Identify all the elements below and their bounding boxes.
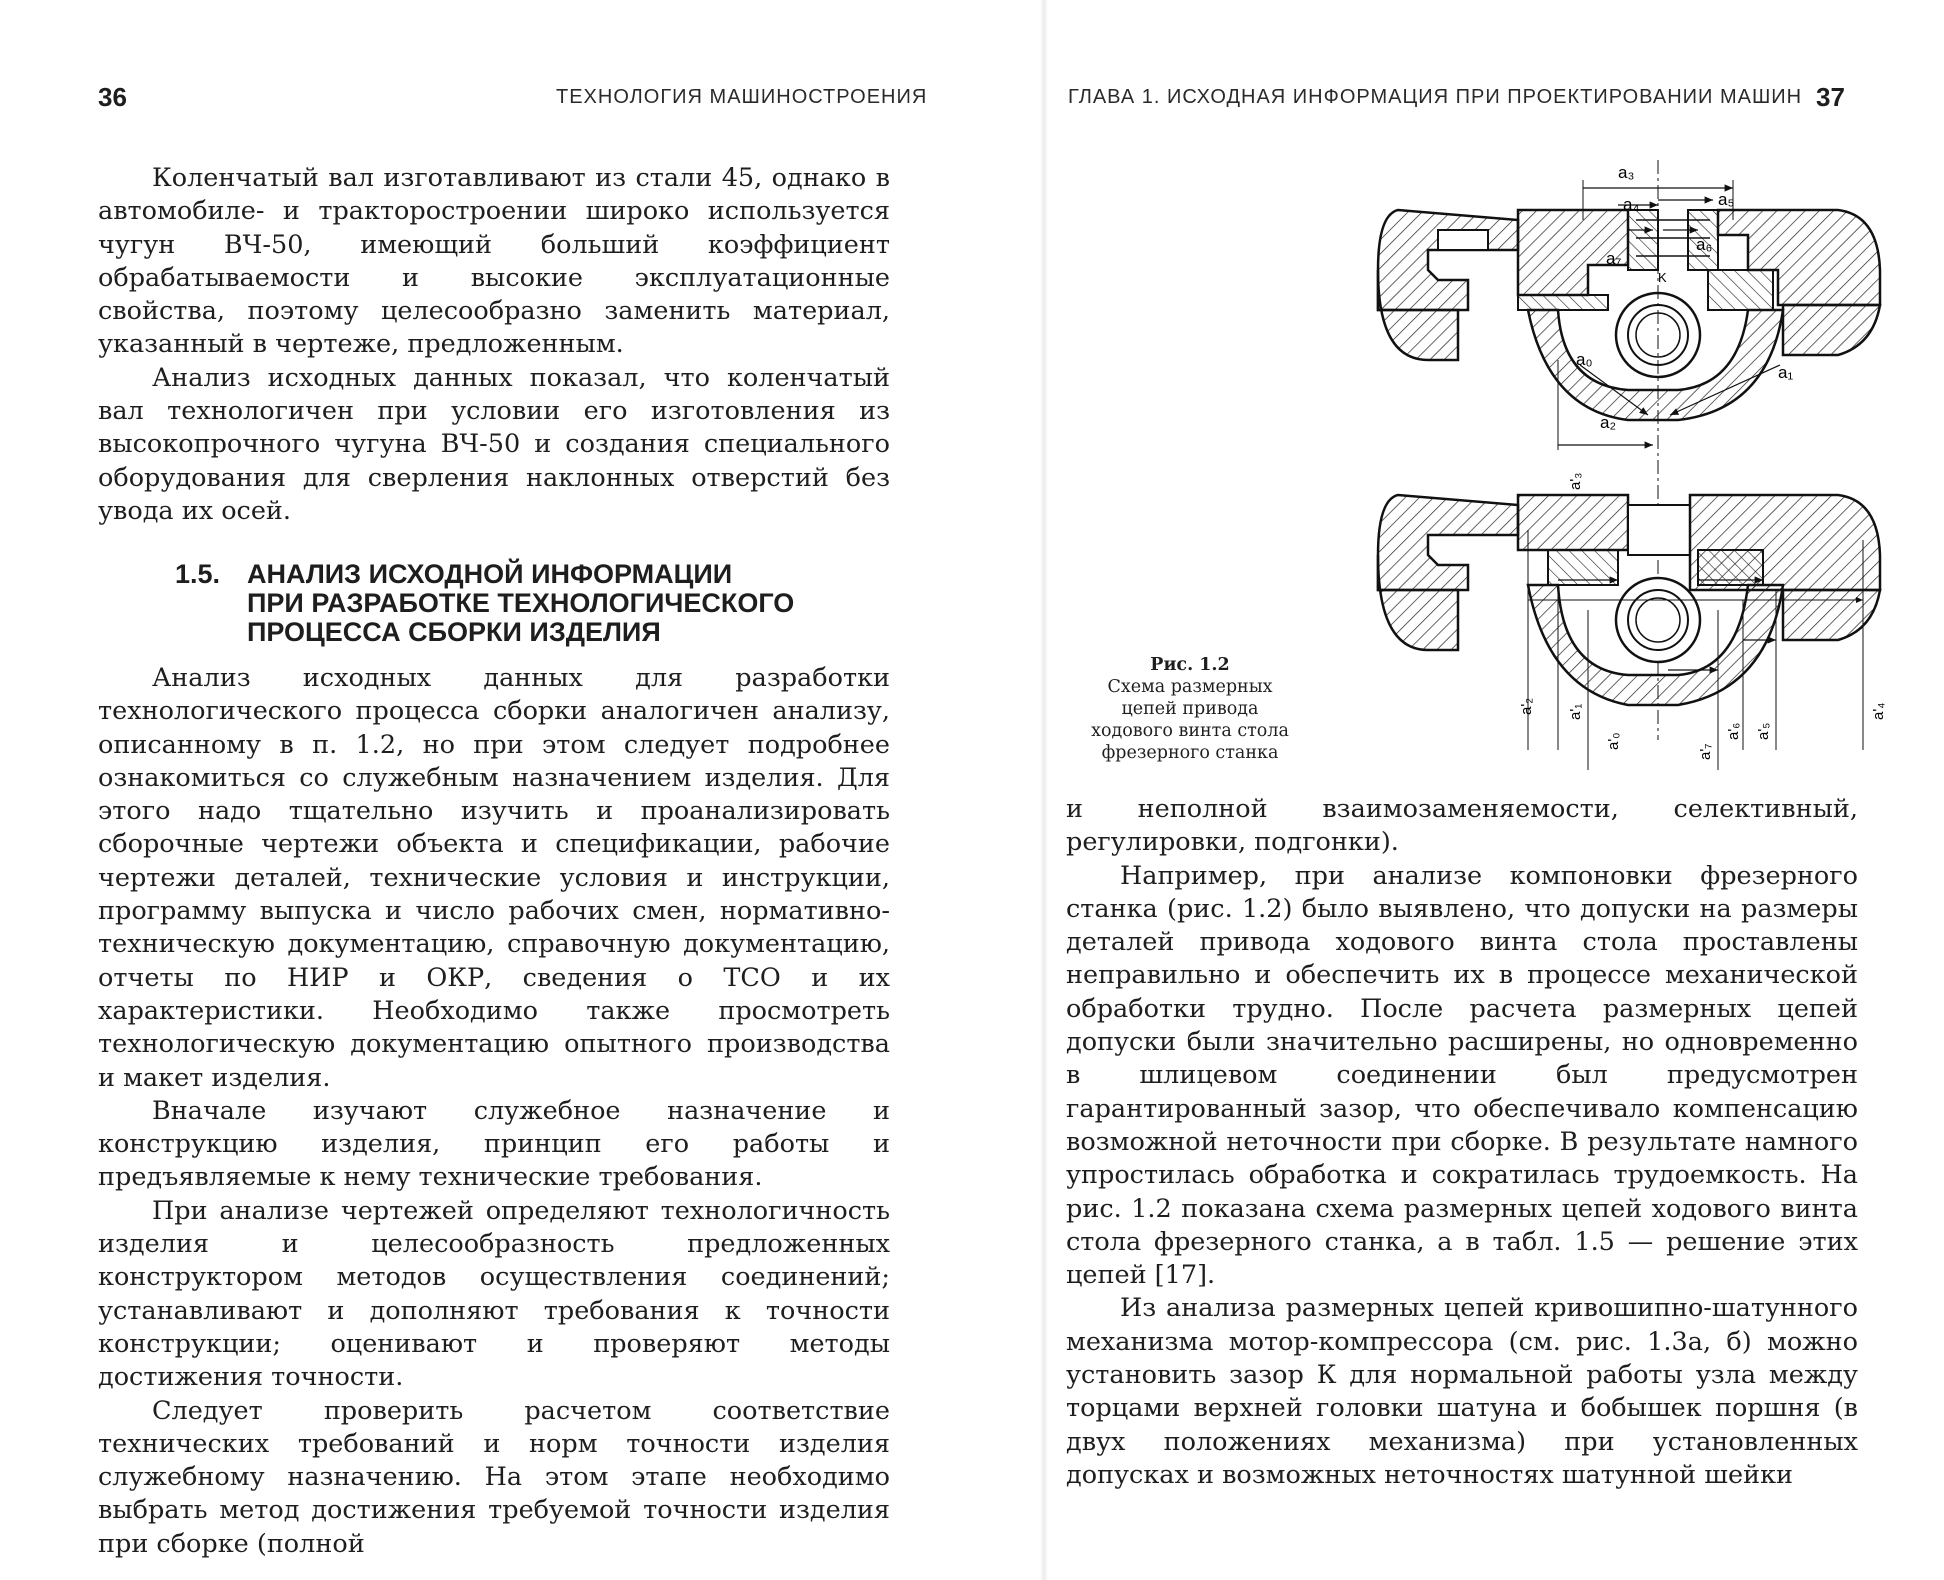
figure-caption [1070, 654, 1310, 764]
dim-label: a₄ [1623, 195, 1640, 214]
dim-label: a'₁ [1567, 703, 1584, 720]
dim-label: a'₆ [1725, 722, 1742, 740]
upper-assembly [1378, 160, 1880, 740]
section-number: 1.5. [175, 559, 221, 589]
page-number: 36 [98, 82, 127, 112]
dim-label: a'₅ [1755, 722, 1772, 740]
figure-caption-title: Рис. 1.2 [1150, 655, 1230, 675]
figure-caption-line: фрезерного станка [1101, 743, 1279, 763]
page-number: 37 [1816, 82, 1845, 112]
paragraph: Следует проверить расчетом соответствие технических требований и норм точности изделия служебному назначению. На этом этапе необходимо выбрать метод достижения требуемой точности изделия при сборке (полной [98, 1395, 890, 1559]
running-head: ТЕХНОЛОГИЯ МАШИНОСТРОЕНИЯ [556, 86, 928, 108]
section-title-line: ПРОЦЕССА СБОРКИ ИЗДЕЛИЯ [247, 617, 661, 647]
dim-label: a₁ [1778, 363, 1794, 382]
section-title-line: ПРИ РАЗРАБОТКЕ ТЕХНОЛОГИЧЕСКОГО [247, 588, 795, 618]
paragraph: Коленчатый вал изготавливают из стали 45, однако в автомобиле- и тракторостроении широко используется чугун ВЧ-50, имеющий больший коэффициент обрабатываемости и высокие эксплуатационные свойства, поэтому целесообразно заменить материал, указанный в чертеже, предложенным. [98, 163, 890, 360]
dim-label: a₅ [1718, 190, 1735, 209]
technical-drawing [1318, 160, 1918, 780]
body-text [98, 662, 890, 1561]
running-head: ГЛАВА 1. ИСХОДНАЯ ИНФОРМАЦИЯ ПРИ ПРОЕКТИРОВАНИИ МАШИН [1068, 86, 1803, 108]
figure-caption-line: Схема размерных [1107, 677, 1273, 697]
body-text [1066, 793, 1858, 1492]
paragraph: и неполной взаимозаменяемости, селективный, регулировки, подгонки). [1066, 794, 1858, 858]
paragraph: При анализе чертежей определяют технологичность изделия и целесообразность предложенных конструктором методов осуществления соединений; устанавливают и дополняют требования к точности конструкции; оценивают и проверяют методы достижения точности. [98, 1195, 890, 1393]
dim-label: a'₃ [1567, 472, 1584, 490]
lower-assembly [1378, 473, 1887, 770]
section-title-line: АНАЛИЗ ИСХОДНОЙ ИНФОРМАЦИИ [247, 559, 733, 589]
figure-caption-line: цепей привода [1121, 699, 1259, 719]
dim-label: a₂ [1600, 413, 1617, 432]
dim-label: a'₇ [1697, 743, 1714, 760]
paragraph: Например, при анализе компоновки фрезерного станка (рис. 1.2) было выявлено, что допуски на размеры деталей привода ходового винта стола проставлены неправильно и обеспечить их в процессе механической обработки трудно. После расчета размерных цепей допуски были значительно расширены, но одновременно в шлицевом соединении был предусмотрен гарантированный зазор, что обеспечивало компенсацию возможной неточности при сборке. В результате намного упростилась обработка и сократилась трудоемкость. На рис. 1.2 показана схема размерных цепей ходового винта стола фрезерного станка, а в табл. 1.5 — решение этих цепей [17]. [1066, 860, 1858, 1291]
dim-label: a'₀ [1605, 732, 1622, 750]
paragraph: Анализ исходных данных для разработки технологического процесса сборки аналогичен анализу, описанному в п. 1.2, но при этом следует подробнее ознакомиться со служебным назначением изделия. Для этого надо тщательно изучить и проанализировать сборочные чертежи объекта и спецификации, рабочие чертежи деталей, технические условия и инструкции, программу выпуска и число рабочих смен, нормативно-техническую документацию, справочную документацию, отчеты по НИР и ОКР, сведения о ТСО и их характеристики. Необходимо также просмотреть технологическую документацию опытного производства и макет изделия. [98, 663, 890, 1093]
dim-label: a₇ [1606, 249, 1622, 268]
paragraph: Вначале изучают служебное назначение и конструкцию изделия, принцип его работы и предъявляемые к нему технические требования. [98, 1095, 890, 1193]
paragraph: Из анализа размерных цепей кривошипно-шатунного механизма мотор-компрессора (см. рис. 1.3а, б) можно установить зазор К для нормальной работы узла между торцами верхней головки шатуна и бобышек поршня (в двух положениях механизма) при установленных допусках и возможных неточностях шатунной шейки [1066, 1293, 1858, 1490]
book-gutter [1040, 0, 1048, 1580]
figure-caption-line: ходового винта стола [1091, 721, 1289, 741]
dim-label: a₆ [1696, 235, 1713, 254]
dim-label: a₀ [1576, 350, 1593, 369]
paragraph: Анализ исходных данных показал, что коленчатый вал технологичен при условии его изготовления из высокопрочного чугуна ВЧ-50 и создания специального оборудования для сверления наклонных отверстий без увода их осей. [98, 362, 890, 526]
dim-label: a'₄ [1870, 702, 1887, 720]
right-page [1048, 0, 1944, 1580]
dim-label: a₃ [1618, 163, 1635, 182]
dim-label: K [1658, 270, 1667, 285]
intro-text [98, 162, 890, 528]
dim-label: a'₂ [1518, 697, 1535, 715]
